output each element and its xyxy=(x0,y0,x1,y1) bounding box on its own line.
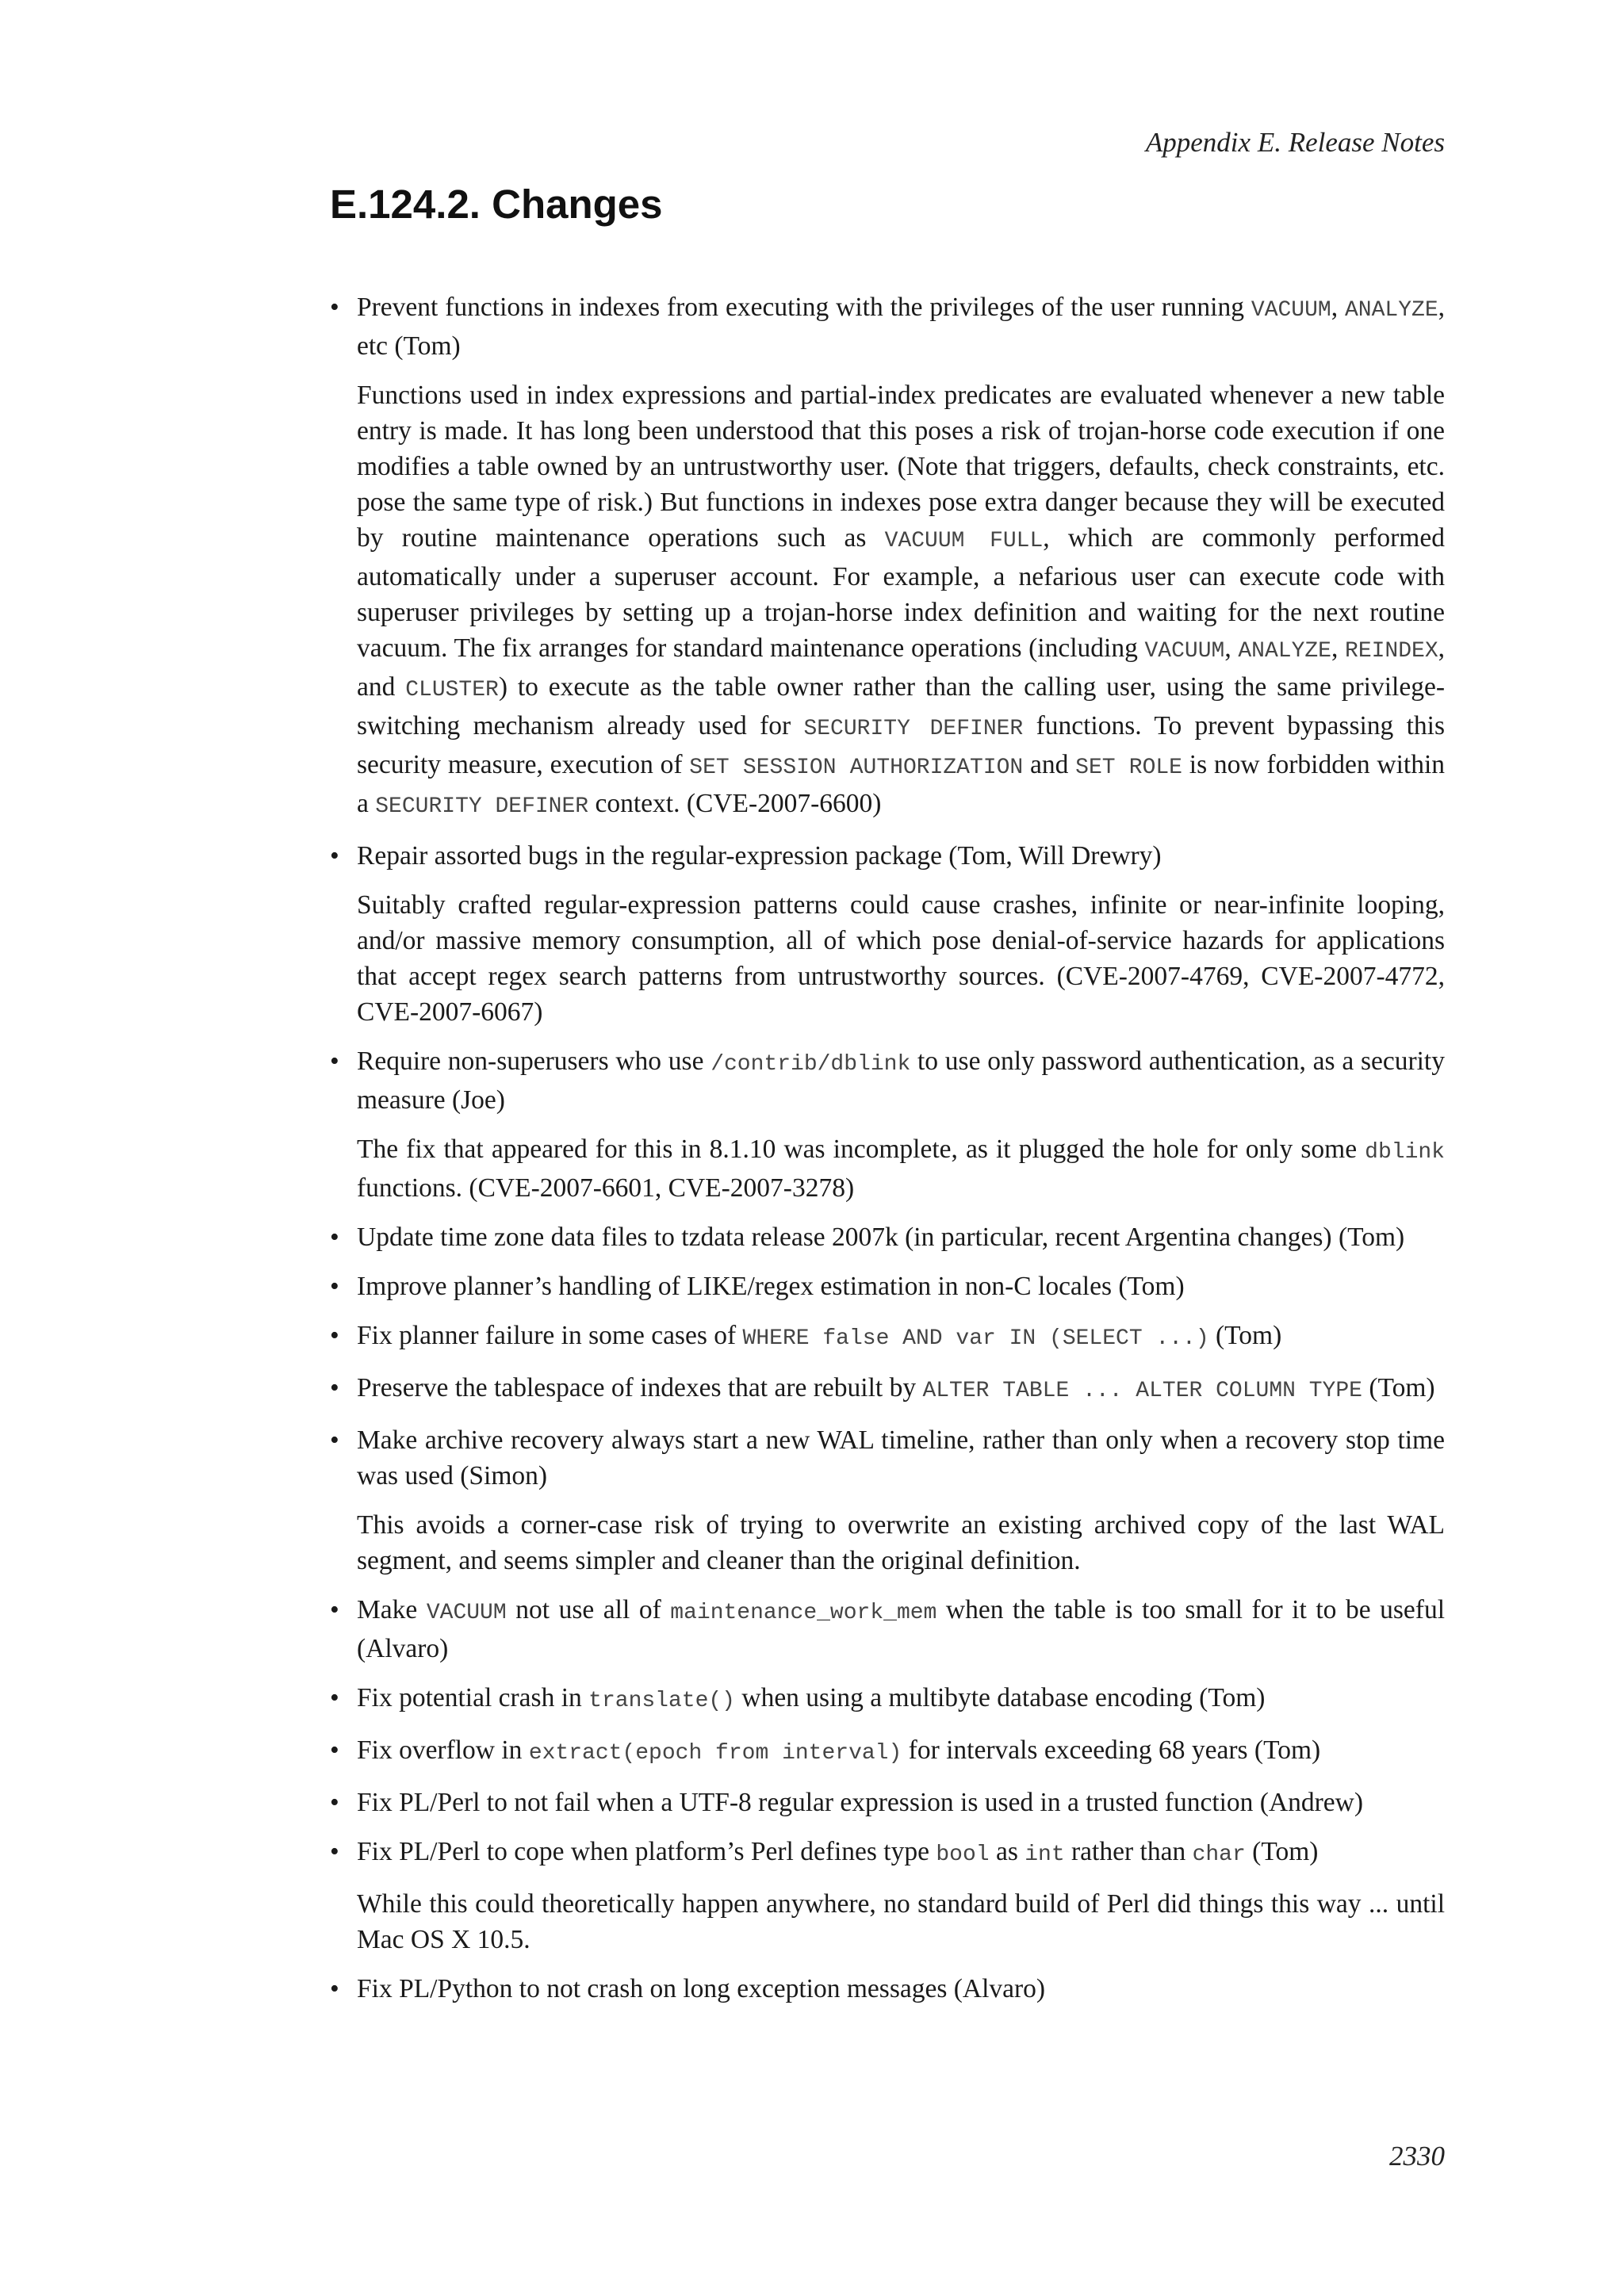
text-run: , etc (Tom) xyxy=(357,293,1445,361)
change-item xyxy=(330,289,1445,825)
text-run: not use all of xyxy=(506,1595,671,1624)
inline-code: ALTER TABLE ... ALTER COLUMN TYPE xyxy=(922,1379,1362,1403)
bullet-marker: • xyxy=(330,1595,339,1624)
change-summary xyxy=(357,838,1445,874)
inline-code: VACUUM FULL xyxy=(884,529,1044,553)
change-summary xyxy=(357,1834,1445,1873)
bullet-marker: • xyxy=(330,1272,339,1301)
inline-code: translate() xyxy=(588,1689,735,1713)
text-run: Require non-superusers who use xyxy=(357,1047,711,1076)
running-header: Appendix E. Release Notes xyxy=(1145,127,1445,158)
text-run: rather than xyxy=(1064,1837,1193,1866)
text-run: Make xyxy=(357,1595,427,1624)
change-detail xyxy=(357,1131,1445,1206)
text-run: Fix potential crash in xyxy=(357,1683,589,1712)
change-summary xyxy=(357,1370,1445,1409)
text-run: Fix PL/Python to not crash on long exception messages (Alvaro) xyxy=(357,1974,1046,2003)
change-summary xyxy=(357,1318,1445,1357)
text-run: , xyxy=(1331,293,1345,322)
change-summary xyxy=(357,1043,1445,1118)
inline-code: SECURITY DEFINER xyxy=(375,794,589,819)
change-detail xyxy=(357,887,1445,1030)
inline-code: ANALYZE xyxy=(1238,639,1331,664)
text-run: Repair assorted bugs in the regular-expression package (Tom, Will Drewry) xyxy=(357,841,1162,871)
text-run: functions. To prevent bypassing this security measure, execution of xyxy=(357,711,1445,779)
inline-code: ANALYZE xyxy=(1345,298,1438,323)
inline-code: REINDEX xyxy=(1345,639,1438,664)
text-run: , xyxy=(1331,633,1346,663)
change-summary xyxy=(357,1592,1445,1667)
text-run: While this could theoretically happen anywhere, no standard build of Perl did things this way ... until Mac OS X 10.5. xyxy=(357,1889,1445,1954)
bullet-marker: • xyxy=(330,1683,339,1712)
change-item xyxy=(330,1592,1445,1667)
text-run: for intervals exceeding 68 years (Tom) xyxy=(902,1735,1321,1765)
text-run: ) to execute as the table owner rather than the calling user, using the same privilege-switching mechanism already used for xyxy=(357,672,1445,740)
change-item xyxy=(330,1971,1445,2007)
page-number: 2330 xyxy=(1389,2141,1445,2172)
text-run: to use only password authentication, as a security measure (Joe) xyxy=(357,1047,1445,1115)
change-item xyxy=(330,1370,1445,1409)
inline-code: /contrib/dblink xyxy=(710,1052,911,1077)
text-run: Fix PL/Perl to cope when platform’s Perl defines type xyxy=(357,1837,936,1866)
text-run: (Tom) xyxy=(1208,1321,1282,1350)
change-detail xyxy=(357,377,1445,825)
inline-code: SECURITY DEFINER xyxy=(803,717,1024,741)
change-item xyxy=(330,1732,1445,1771)
change-item xyxy=(330,1680,1445,1719)
change-item xyxy=(330,1785,1445,1820)
change-summary xyxy=(357,1971,1445,2007)
change-detail xyxy=(357,1507,1445,1578)
inline-code: dblink xyxy=(1365,1140,1445,1165)
change-summary xyxy=(357,1219,1445,1255)
inline-code: VACUUM xyxy=(426,1601,507,1625)
bullet-marker: • xyxy=(330,1321,339,1350)
bullet-marker: • xyxy=(330,1425,339,1455)
change-item xyxy=(330,1422,1445,1578)
text-run: and xyxy=(1023,750,1076,779)
text-run: (Tom) xyxy=(1245,1837,1319,1866)
text-run: Preserve the tablespace of indexes that are rebuilt by xyxy=(357,1373,923,1402)
inline-code: SET SESSION AUTHORIZATION xyxy=(689,756,1024,780)
change-detail xyxy=(357,1886,1445,1957)
section-title: E.124.2. Changes xyxy=(330,182,663,227)
inline-code: bool xyxy=(936,1843,990,1867)
inline-code: char xyxy=(1192,1843,1246,1867)
change-item xyxy=(330,1834,1445,1957)
inline-code: extract(epoch from interval) xyxy=(528,1741,902,1766)
text-run: The fix that appeared for this in 8.1.10 was incomplete, as it plugged the hole for only some xyxy=(357,1135,1365,1164)
bullet-marker: • xyxy=(330,1974,339,2003)
change-summary xyxy=(357,1269,1445,1304)
text-run: This avoids a corner-case risk of trying to overwrite an existing archived copy of the last WAL segment, and seems simpler and cleaner than the original definition. xyxy=(357,1510,1445,1575)
text-run: as xyxy=(989,1837,1025,1866)
bullet-marker: • xyxy=(330,1373,339,1402)
text-run: Suitably crafted regular-expression patterns could cause crashes, infinite or near-infinite looping, and/or massive memory consumption, all of which pose denial-of-service hazards for applications that accept regex search patterns from untrustworthy sources. (CVE-2007-4769, CVE-2007-4772, CVE-2007-6067) xyxy=(357,890,1445,1027)
inline-code: VACUUM xyxy=(1144,639,1225,664)
text-run: is now forbidden within a xyxy=(357,750,1446,818)
text-run: Functions used in index expressions and partial-index predicates are evaluated whenever a new table entry is made. It has long been understood that this poses a risk of trojan-horse code execution if one modifies a table owned by an untrustworthy user. (Note that triggers, defaults, check constraints, etc. pose the same type of risk.) But functions in indexes pose extra danger because they will be executed by routine maintenance operations such as xyxy=(357,381,1445,553)
inline-code: SET ROLE xyxy=(1075,756,1182,780)
bullet-marker: • xyxy=(330,1735,339,1765)
change-item xyxy=(330,838,1445,1030)
text-run: when using a multibyte database encoding (Tom) xyxy=(735,1683,1266,1712)
bullet-marker: • xyxy=(330,1223,339,1252)
bullet-marker: • xyxy=(330,1837,339,1866)
text-run: , and xyxy=(357,633,1446,702)
text-run: Make archive recovery always start a new WAL timeline, rather than only when a recovery stop time was used (Simon) xyxy=(357,1425,1445,1490)
text-run: Improve planner’s handling of LIKE/regex estimation in non-C locales (Tom) xyxy=(357,1272,1185,1301)
change-item xyxy=(330,1318,1445,1357)
inline-code: VACUUM xyxy=(1251,298,1331,323)
text-run: , xyxy=(1224,633,1239,663)
bullet-marker: • xyxy=(330,1047,339,1076)
change-list xyxy=(330,289,1445,2020)
bullet-marker: • xyxy=(330,841,339,871)
inline-code: maintenance_work_mem xyxy=(670,1601,937,1625)
inline-code: WHERE false AND var IN (SELECT ...) xyxy=(742,1326,1209,1351)
text-run: (Tom) xyxy=(1362,1373,1435,1402)
change-item xyxy=(330,1269,1445,1304)
change-summary xyxy=(357,1422,1445,1494)
text-run: when the table is too small for it to be useful (Alvaro) xyxy=(357,1595,1445,1663)
text-run: context. (CVE-2007-6600) xyxy=(588,789,882,818)
text-run: Fix planner failure in some cases of xyxy=(357,1321,743,1350)
change-summary xyxy=(357,1732,1445,1771)
inline-code: CLUSTER xyxy=(405,678,499,702)
text-run: Fix PL/Perl to not fail when a UTF-8 regular expression is used in a trusted function (Andrew) xyxy=(357,1788,1364,1817)
change-summary xyxy=(357,289,1445,364)
bullet-marker: • xyxy=(330,293,339,322)
change-item xyxy=(330,1043,1445,1206)
bullet-marker: • xyxy=(330,1788,339,1817)
change-summary xyxy=(357,1785,1445,1820)
text-run: functions. (CVE-2007-6601, CVE-2007-3278) xyxy=(357,1173,855,1203)
text-run: , which are commonly performed automatically under a superuser account. For example, a nefarious user can execute code with superuser privileges by setting up a trojan-horse index definition and waiting for the next routine vacuum. The fix arranges for standard maintenance operations (including xyxy=(357,523,1445,663)
text-run: Fix overflow in xyxy=(357,1735,529,1765)
inline-code: int xyxy=(1025,1843,1065,1867)
text-run: Update time zone data files to tzdata release 2007k (in particular, recent Argentina changes) (Tom) xyxy=(357,1223,1405,1252)
change-summary xyxy=(357,1680,1445,1719)
text-run: Prevent functions in indexes from executing with the privileges of the user running xyxy=(357,293,1251,322)
change-item xyxy=(330,1219,1445,1255)
